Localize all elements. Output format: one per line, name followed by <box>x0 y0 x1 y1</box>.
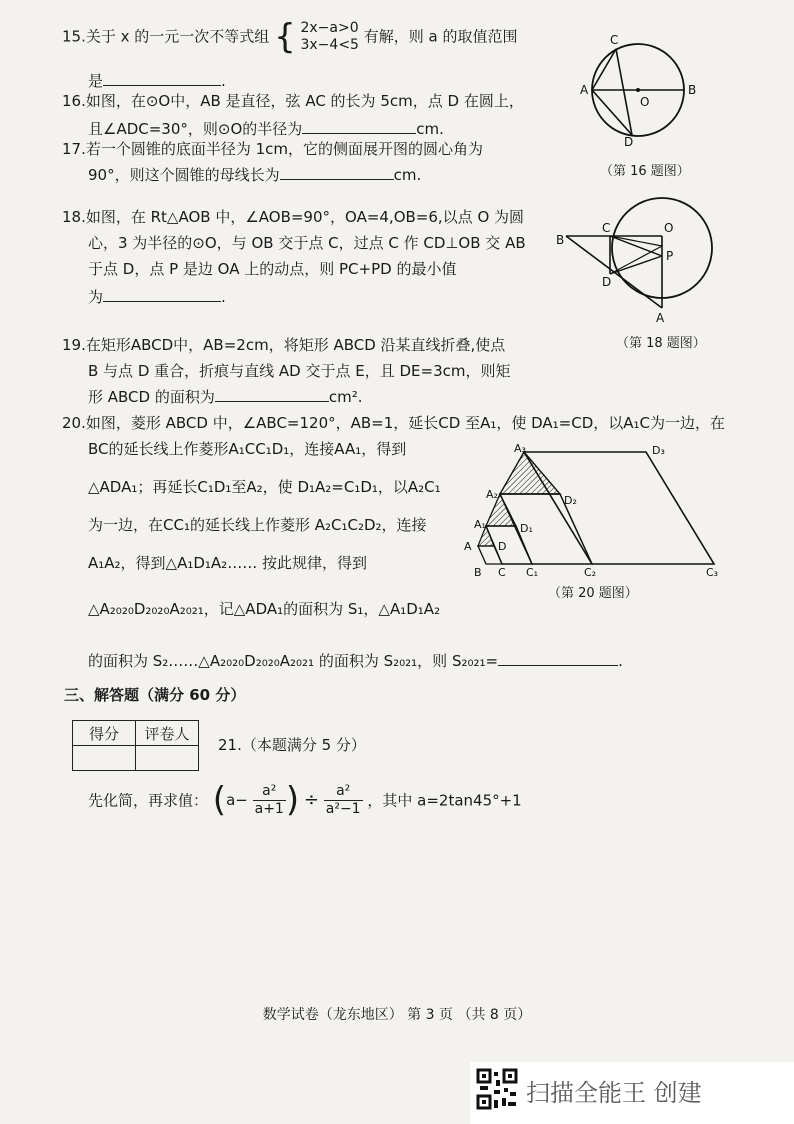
q20-line3: △ADA₁；再延长C₁D₁至A₂，使 D₁A₂=C₁D₁，以A₂C₁ <box>88 478 441 496</box>
svg-text:D: D <box>602 275 612 289</box>
svg-text:A₃: A₃ <box>514 442 526 455</box>
q18-line2: 心，3 为半径的⊙O，与 OB 交于点 C，过点 C 作 CD⊥OB 交 AB <box>88 234 526 252</box>
svg-text:B: B <box>556 233 565 247</box>
fraction-2: $\frac{\text{a²}}{\text{a²−1}}$ <box>325 782 361 817</box>
svg-text:C: C <box>610 33 619 47</box>
q18-figure <box>552 188 724 328</box>
svg-text:O: O <box>664 221 674 235</box>
q21-expression: 先化简，再求值： (a− $\frac{\text{a²}}{a+1}$ ) ÷ $\frac{\text{a²}}{\text{a²−1}}$ ，其中 a=2tan45°+1 <box>88 780 522 820</box>
q16-line1: 16.如图，在⊙O中，AB 是直径，弦 AC 的长为 5cm，点 D 在圆上， <box>62 92 524 110</box>
svg-text:O: O <box>640 95 650 109</box>
section-title: 三、解答题（满分 60 分） <box>64 686 246 704</box>
svg-text:B: B <box>474 566 482 579</box>
score-cell <box>73 746 136 771</box>
answer-blank <box>302 119 416 134</box>
q20-line2: BC的延长线上作菱形A₁CC₁D₁，连接AA₁，得到 <box>88 440 407 458</box>
system-brace: { <box>274 17 296 57</box>
score-table <box>72 720 199 771</box>
q18-line3: 于点 D，点 P 是边 OA 上的动点，则 PC+PD 的最小值 <box>88 260 457 278</box>
q15-line1: 15.关于 x 的一元一次不等式组 { 2x−a>0 3x−4<5 有解，则 a 的取值范围 <box>62 17 518 57</box>
q16-caption: （第 16 题图） <box>600 164 690 179</box>
q21-title: 21.（本题满分 5 分） <box>218 736 366 754</box>
q16-line2: 且∠ADC=30°，则⊙O的半径为 cm. <box>88 120 444 138</box>
q20-line7: 的面积为 S₂……△A₂₀₂₀D₂₀₂₀A₂₀₂₁ 的面积为 S₂₀₂₁，则 S₂₀₂₁= . <box>88 652 623 670</box>
watermark-text: 扫描全能王 创建 <box>526 1079 702 1107</box>
answer-blank <box>103 71 221 86</box>
svg-text:B: B <box>688 83 697 97</box>
grader-cell <box>136 746 199 771</box>
answer-blank <box>498 651 618 666</box>
q20-figure <box>460 440 728 580</box>
svg-text:D₂: D₂ <box>564 494 577 507</box>
score-header-grader: 评卷人 <box>136 721 199 746</box>
q19-line1: 19.在矩形ABCD中，AB=2cm，将矩形 ABCD 沿某直线折叠,使点 <box>62 336 506 354</box>
answer-blank <box>280 165 394 180</box>
svg-text:C₂: C₂ <box>584 566 597 579</box>
inequality-system: 2x−a>0 3x−4<5 <box>300 20 359 53</box>
svg-text:C₃: C₃ <box>706 566 719 579</box>
svg-text:A₂: A₂ <box>486 488 498 501</box>
svg-text:D: D <box>624 135 634 149</box>
svg-text:D₃: D₃ <box>652 444 665 457</box>
svg-text:A: A <box>656 311 665 325</box>
svg-text:A: A <box>464 540 472 553</box>
q17-line2: 90°，则这个圆锥的母线长为 cm. <box>88 166 422 184</box>
q18-caption: （第 18 题图） <box>616 336 706 351</box>
svg-text:C₁: C₁ <box>526 566 539 579</box>
svg-text:P: P <box>666 249 674 263</box>
q17-line1: 17.若一个圆锥的底面半径为 1cm，它的侧面展开图的圆心角为 <box>62 140 484 158</box>
q20-line4: 为一边，在CC₁的延长线上作菱形 A₂C₁C₂D₂，连接 <box>88 516 427 534</box>
svg-text:D: D <box>498 540 507 553</box>
page-footer: 数学试卷（龙东地区） 第 3 页 （共 8 页） <box>262 1007 532 1023</box>
q20-caption: （第 20 题图） <box>548 586 638 601</box>
q20-line1: 20.如图，菱形 ABCD 中，∠ABC=120°，AB=1，延长CD 至A₁，使 DA₁=CD，以A₁C为一边，在 <box>62 414 726 432</box>
q19-line2: B 与点 D 重合，折痕与直线 AD 交于点 E，且 DE=3cm，则矩 <box>88 362 511 380</box>
q20-line6: △A₂₀₂₀D₂₀₂₀A₂₀₂₁，记△ADA₁的面积为 S₁，△A₁D₁A₂ <box>88 600 441 618</box>
svg-text:C: C <box>498 566 506 579</box>
q19-line3: 形 ABCD 的面积为 cm². <box>88 388 363 406</box>
q15-line2: 是 . <box>88 72 226 90</box>
q16-figure <box>572 30 722 150</box>
fraction-1: $\frac{\text{a²}}{a+1}$ <box>254 782 284 817</box>
qr-code-icon <box>476 1068 518 1110</box>
score-header-score: 得分 <box>73 721 136 746</box>
svg-text:A: A <box>580 83 589 97</box>
svg-text:D₁: D₁ <box>520 522 533 535</box>
svg-text:A₁: A₁ <box>474 518 486 531</box>
q18-line4: 为 . <box>88 288 226 306</box>
answer-blank <box>215 387 329 402</box>
answer-blank <box>103 287 221 302</box>
q18-line1: 18.如图，在 Rt△AOB 中，∠AOB=90°，OA=4,OB=6,以点 O 为圆 <box>62 208 525 226</box>
svg-text:C: C <box>602 221 611 235</box>
q20-line5: A₁A₂，得到△A₁D₁A₂…… 按此规律，得到 <box>88 554 367 572</box>
